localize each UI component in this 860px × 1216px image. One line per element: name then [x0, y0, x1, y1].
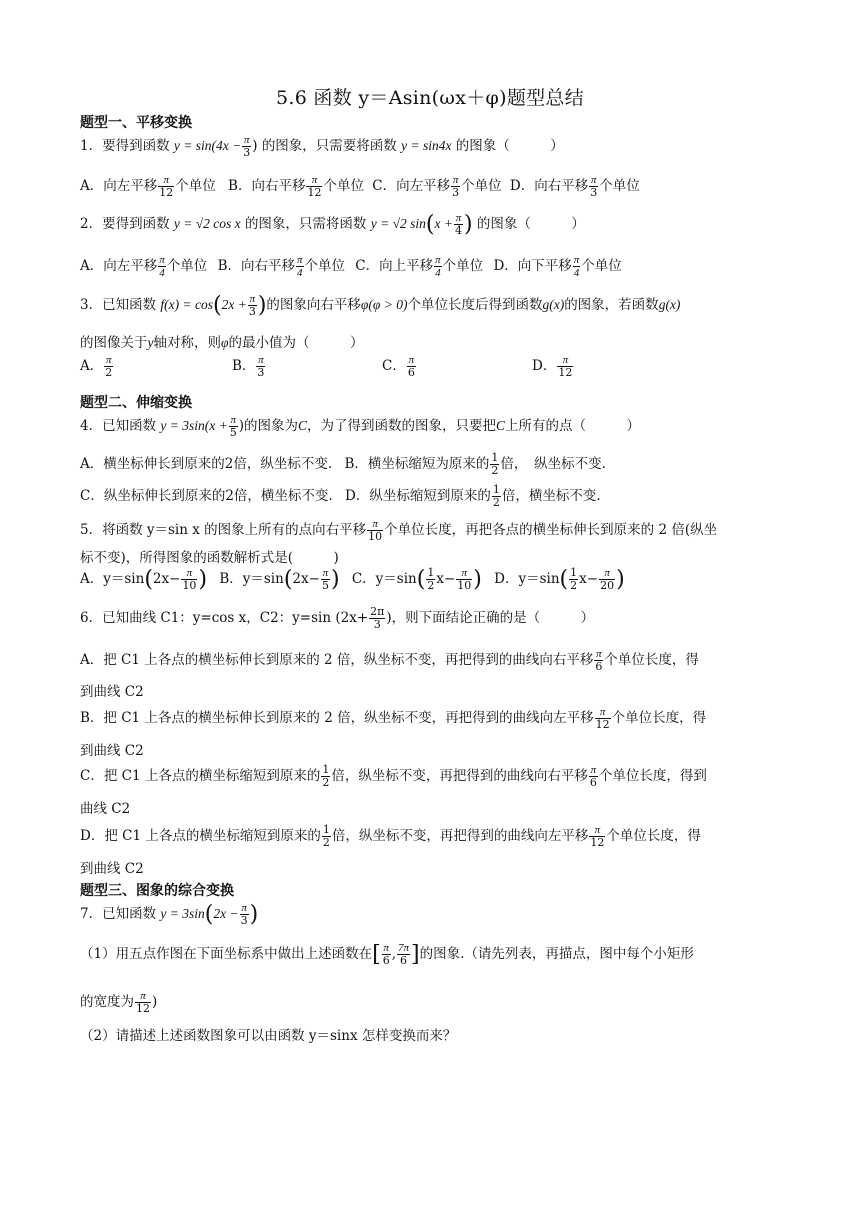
section-heading-1: 题型一、平移变换 — [80, 115, 192, 131]
q3-option-b[interactable]: B． $\frac{\pi}{3}$ — [232, 354, 265, 379]
q4-option-c[interactable]: C．纵坐标伸长到原来的2倍，横坐标不变. — [80, 488, 333, 504]
q2-formula-inner: x + — [434, 216, 453, 231]
q3-fraction: $\frac{\pi}{3}$ — [248, 293, 256, 318]
question-4-stem: 4．已知函数 y = 3sin(x + $\frac{\pi}{5}$ )的图象为C，为了得到函数的图象，只要把C上所有的点（ ） — [80, 414, 641, 439]
q4-option-a[interactable]: A．横坐标伸长到原来的2倍，纵坐标不变. — [80, 456, 333, 472]
q6-option-a[interactable]: A．把 C1 上各点的横坐标伸长到原来的 2 倍，纵坐标不变，再把得到的曲线向右平移 $\frac{\pi}{6}$ 个单位长度，得 — [80, 648, 699, 673]
q3-phi: φ(φ > 0) — [360, 297, 408, 312]
q1-formula-a: y = sin(4x − — [173, 138, 242, 153]
question-4-options-row1 — [80, 452, 606, 477]
q5-option-c[interactable]: C．y＝sin( $\frac{1}{2}$ x− $\frac{\pi}{10}$ ) — [351, 566, 482, 592]
question-3-stem-cont: 的图像关于y轴对称，则φ的最小值为（ ） — [80, 335, 364, 351]
q5-option-a[interactable]: A．y＝sin(2x− $\frac{\pi}{10}$ ) — [80, 567, 208, 592]
q3-text-d: 的图象，若函数 — [564, 297, 659, 313]
q2-formula-a: y = √2 cos x — [173, 216, 241, 231]
q4-option-b[interactable]: B．横坐标缩短为原来的 $\frac{1}{2}$ 倍， 纵坐标不变. — [344, 451, 606, 477]
q6-option-c-cont: 曲线 C2 — [80, 801, 131, 817]
q3-formula: f(x) = cos — [160, 297, 213, 312]
q2-option-b[interactable]: B．向右平移 $\frac{\pi}{4}$ 个单位 — [217, 254, 345, 279]
question-6-stem: 6．已知曲线 C1：y=cos x，C2：y=sin (2x+ $\frac{2\pi}{3}$ )，则下面结论正确的是（ ） — [80, 605, 595, 631]
question-1-stem — [80, 134, 564, 159]
q2-text-b: 的图象，只需将函数 — [244, 216, 367, 232]
question-7-part-2: （2）请描述上述函数图象可以由函数 y＝sinx 怎样变换而来？ — [80, 1028, 457, 1044]
section-heading-2: 题型二、伸缩变换 — [80, 395, 192, 411]
q2-option-c[interactable]: C．向上平移 $\frac{\pi}{4}$ 个单位 — [355, 254, 484, 279]
q5-option-b[interactable]: B．y＝sin(2x− $\frac{\pi}{5}$ ) — [219, 567, 340, 592]
q3-option-d[interactable]: D． $\frac{\pi}{12}$ — [532, 354, 573, 379]
q1-option-c[interactable]: C．向左平移 $\frac{\pi}{3}$ 个单位 — [372, 174, 502, 199]
q1-text-b: 的图象，只需要将函数 — [261, 138, 397, 154]
section-heading-3: 题型三、图象的综合变换 — [80, 883, 234, 899]
question-5-stem-cont: 标不变)，所得图象的函数解析式是( ) — [80, 550, 339, 566]
q1-text-a: 1．要得到函数 — [80, 138, 170, 154]
q2-text-c: 的图象（ ） — [476, 216, 585, 232]
question-1-options — [80, 174, 640, 199]
q6-option-b[interactable]: B．把 C1 上各点的横坐标伸长到原来的 2 倍，纵坐标不变，再把得到的曲线向左平移 $\frac{\pi}{12}$ 个单位长度，得 — [80, 706, 707, 731]
question-5-stem: 5．将函数 y＝sin x 的图象上所有的点向右平移 $\frac{\pi}{10}$ 个单位长度，再把各点的横坐标伸长到原来的 2 倍(纵坐 — [80, 518, 718, 543]
question-5-options — [80, 567, 625, 592]
q7-formula: y = 3sin — [160, 906, 205, 921]
question-4-options-row2 — [80, 484, 601, 509]
q2-fraction: $\frac{\pi}{4}$ — [454, 212, 462, 237]
q1-text-c: 的图象（ ） — [455, 138, 564, 154]
q3-option-c[interactable]: C． $\frac{\pi}{6}$ — [382, 354, 415, 379]
q1-option-d[interactable]: D．向右平移 $\frac{\pi}{3}$ 个单位 — [509, 174, 640, 199]
q2-option-d[interactable]: D．向下平移 $\frac{\pi}{4}$ 个单位 — [493, 254, 622, 279]
question-3-stem: 3．已知函数 f(x) = cos(2x + $\frac{\pi}{3}$ )的图象向右平移φ(φ > 0)个单位长度后得到函数g(x)的图象，若函数g(x) — [80, 293, 681, 318]
question-2-stem: 2．要得到函数 y = √2 cos x 的图象，只需将函数 y = √2 sin(x + $\frac{\pi}{4}$ ) 的图象（ ） — [80, 212, 585, 237]
q3-text-b: 的图象向右平移 — [266, 297, 361, 313]
q6-option-c[interactable]: C．把 C1 上各点的横坐标缩短到原来的 $\frac{1}{2}$ 倍，纵坐标不变，再把得到的曲线向右平移 $\frac{\pi}{6}$ 个单位长度，得到 — [80, 763, 707, 789]
q3-text-c: 个单位长度后得到函数 — [407, 297, 543, 313]
q5-option-d[interactable]: D．y＝sin( $\frac{1}{2}$ x− $\frac{\pi}{20}$ ) — [494, 566, 625, 592]
question-7-part-1-cont: 的宽度为 $\frac{\pi}{12}$ ) — [80, 990, 158, 1015]
q3-text-a: 3．已知函数 — [80, 297, 157, 313]
q4-option-d[interactable]: D．纵坐标缩短到原来的 $\frac{1}{2}$ 倍，横坐标不变. — [345, 483, 601, 509]
q1-option-b[interactable]: B．向右平移 $\frac{\pi}{12}$ 个单位 — [228, 174, 364, 199]
q1-fraction: $\frac{\pi}{3}$ — [243, 134, 251, 159]
q1-option-a[interactable]: A．向左平移 $\frac{\pi}{12}$ 个单位 — [80, 174, 216, 199]
q2-text-a: 2．要得到函数 — [80, 216, 170, 232]
q1-formula-b: y = sin4x — [401, 138, 452, 153]
q2-option-a[interactable]: A．向左平移 $\frac{\pi}{4}$ 个单位 — [80, 254, 208, 279]
q6-option-b-cont: 到曲线 C2 — [80, 743, 144, 759]
q4-formula: y = 3sin(x + — [160, 418, 228, 433]
question-7-part-1: （1）用五点作图在下面坐标系中做出上述函数在[ $\frac{\pi}{6}$ , $\frac{7\pi}{6}$ ]的图象.（请先列表，再描点，图中每个小矩形 — [80, 942, 694, 967]
q6-option-a-cont: 到曲线 C2 — [80, 684, 144, 700]
question-2-options — [80, 254, 622, 279]
q1-close: ) — [252, 138, 258, 154]
page-title: 5.6 函数 y＝Asin(ωx＋φ)题型总结 — [275, 87, 585, 109]
q2-formula-b: y = √2 sin — [370, 216, 426, 231]
q6-option-d[interactable]: D．把 C1 上各点的横坐标缩短到原来的 $\frac{1}{2}$ 倍，纵坐标不变，再把得到的曲线向左平移 $\frac{\pi}{12}$ 个单位长度，得 — [80, 823, 701, 849]
question-7-stem: 7．已知函数 y = 3sin(2x − $\frac{\pi}{3}$ ) — [80, 902, 259, 927]
q6-option-d-cont: 到曲线 C2 — [80, 861, 144, 877]
q3-option-a[interactable]: A． $\frac{\pi}{2}$ — [80, 354, 113, 379]
